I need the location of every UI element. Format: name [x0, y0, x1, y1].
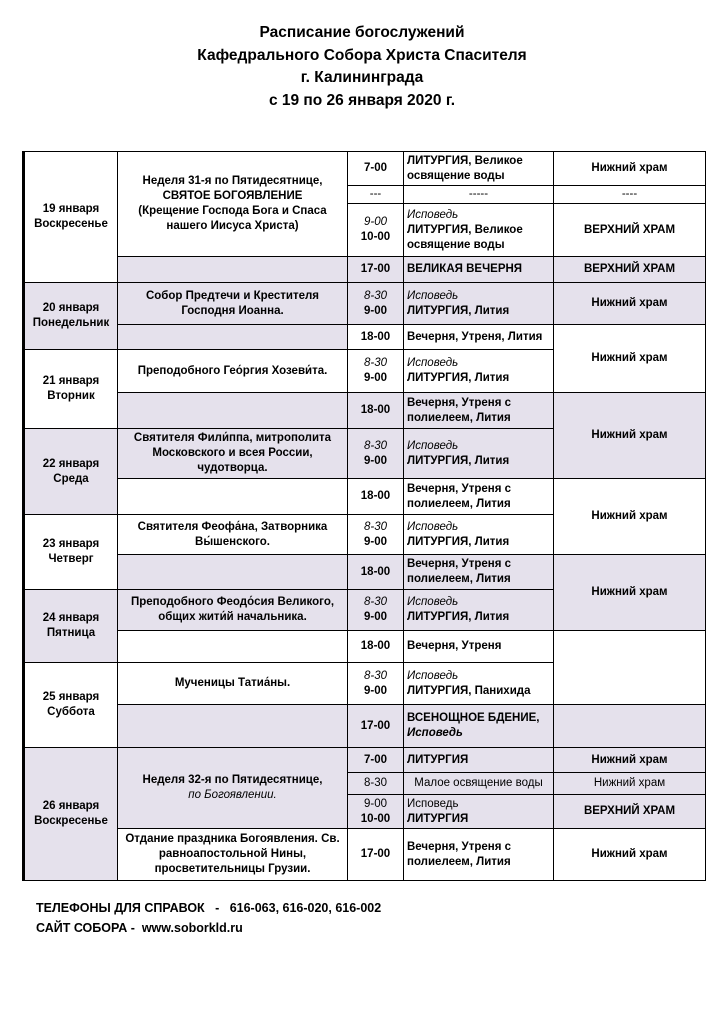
service-cell: ВСЕНОЩНОЕ БДЕНИЕ, Исповедь	[404, 705, 554, 748]
feast-cell	[118, 393, 348, 429]
day-cell: 23 января Четверг	[24, 515, 118, 590]
time-cell: 8-30 9-00	[348, 663, 404, 705]
temple-cell	[554, 631, 706, 705]
temple-cell: Нижний храм	[554, 152, 706, 186]
time-cell: 9-00 10-00	[348, 795, 404, 829]
service-cell: Вечерня, Утреня	[404, 631, 554, 663]
service-cell: Исповедь ЛИТУРГИЯ, Лития	[404, 429, 554, 479]
day-cell: 20 января Понедельник	[24, 283, 118, 350]
service-cell: ЛИТУРГИЯ, Великое освящение воды	[404, 152, 554, 186]
table-row	[24, 829, 706, 881]
feast-cell	[118, 555, 348, 590]
temple-cell	[554, 705, 706, 748]
time-cell: 8-30 9-00	[348, 283, 404, 325]
time-cell: 17-00	[348, 705, 404, 748]
service-cell: Исповедь ЛИТУРГИЯ, Лития	[404, 350, 554, 393]
table-row	[24, 748, 706, 773]
table-row	[24, 555, 706, 590]
time-cell: 18-00	[348, 393, 404, 429]
table-row	[24, 325, 706, 350]
feast-cell: Неделя 31-я по Пятидесятнице, СВЯТОЕ БОГОЯВЛЕНИЕ (Крещение Господа Бога и Спаса нашего Иисуса Христа)	[118, 152, 348, 257]
time-cell: 8-30	[348, 773, 404, 795]
time-cell: 7-00	[348, 748, 404, 773]
feast-cell: Преподобного Гео́ргия Хозеви́та.	[118, 350, 348, 393]
feast-cell	[118, 257, 348, 283]
time-cell: ---	[348, 186, 404, 204]
temple-cell: ----	[554, 186, 706, 204]
service-cell: Вечерня, Утреня с полиелеем, Лития	[404, 555, 554, 590]
time-cell: 18-00	[348, 325, 404, 350]
title-line-4: с 19 по 26 января 2020 г.	[268, 91, 456, 109]
day-cell: 21 января Вторник	[24, 350, 118, 429]
day-cell: 22 января Среда	[24, 429, 118, 515]
temple-cell: Нижний храм	[554, 555, 706, 631]
service-cell: Исповедь ЛИТУРГИЯ, Лития	[404, 283, 554, 325]
time-cell: 18-00	[348, 631, 404, 663]
feast-cell	[118, 325, 348, 350]
time-cell: 7-00	[348, 152, 404, 186]
footer	[36, 898, 381, 938]
service-cell: -----	[404, 186, 554, 204]
time-cell: 8-30 9-00	[348, 429, 404, 479]
feast-cell: Преподобного Феодо́сия Великого, общих жити́й начальника.	[118, 590, 348, 631]
service-cell: Исповедь ЛИТУРГИЯ, Лития	[404, 515, 554, 555]
feast-cell: Святителя Фили́ппа, митрополита Московского и всея России, чудотворца.	[118, 429, 348, 479]
title-line-1: Расписание богослужений	[259, 24, 465, 41]
phones-label: ТЕЛЕФОНЫ ДЛЯ СПРАВОК - 616-063, 616-020, 616-002	[36, 901, 382, 915]
time-cell: 17-00	[348, 257, 404, 283]
feast-cell: Святителя Феофа́на, Затворника Вы́шенского.	[118, 515, 348, 555]
feast-cell: Отдание праздника Богоявления. Св. равноапостольной Нины, просветительницы Грузии.	[118, 829, 348, 881]
service-cell: Вечерня, Утреня с полиелеем, Лития	[404, 393, 554, 429]
time-cell: 9-00 10-00	[348, 204, 404, 257]
feast-cell	[118, 631, 348, 663]
temple-cell: Нижний храм	[554, 773, 706, 795]
service-cell: Исповедь ЛИТУРГИЯ	[404, 795, 554, 829]
time-cell: 8-30 9-00	[348, 350, 404, 393]
service-cell: Исповедь ЛИТУРГИЯ, Лития	[404, 590, 554, 631]
service-cell: Вечерня, Утреня с полиелеем, Лития	[404, 479, 554, 515]
feast-cell: Мученицы Татиа́ны.	[118, 663, 348, 705]
time-cell: 18-00	[348, 555, 404, 590]
page-title	[0, 22, 724, 112]
temple-cell: Нижний храм	[554, 748, 706, 773]
time-cell: 8-30 9-00	[348, 590, 404, 631]
title-line-2: Кафедрального Собора Христа Спасителя	[197, 46, 527, 64]
service-cell: ВЕЛИКАЯ ВЕЧЕРНЯ	[404, 257, 554, 283]
day-cell: 26 января Воскресенье	[24, 748, 118, 881]
table-row	[24, 257, 706, 283]
temple-cell: Нижний храм	[554, 283, 706, 325]
feast-cell	[118, 479, 348, 515]
table-row	[24, 479, 706, 515]
day-cell: 25 января Суббота	[24, 663, 118, 748]
day-cell: 24 января Пятница	[24, 590, 118, 663]
feast-cell	[118, 705, 348, 748]
service-cell: Исповедь ЛИТУРГИЯ, Панихида	[404, 663, 554, 705]
table-row	[24, 631, 706, 663]
table-row	[24, 705, 706, 748]
temple-cell: ВЕРХНИЙ ХРАМ	[554, 795, 706, 829]
service-cell: Вечерня, Утреня, Лития	[404, 325, 554, 350]
title-line-3: г. Калининграда	[300, 69, 424, 86]
service-cell: ЛИТУРГИЯ	[404, 748, 554, 773]
website-link[interactable]: САЙТ СОБОРА - www.soborkld.ru	[36, 921, 243, 935]
table-row	[24, 393, 706, 429]
feast-cell: Собор Предтечи и Крестителя Господня Иоанна.	[118, 283, 348, 325]
day-cell: 19 января Воскресенье	[24, 152, 118, 283]
table-row	[24, 152, 706, 186]
time-cell: 17-00	[348, 829, 404, 881]
time-cell: 8-30 9-00	[348, 515, 404, 555]
service-cell: Исповедь ЛИТУРГИЯ, Великое освящение воды	[404, 204, 554, 257]
time-cell: 18-00	[348, 479, 404, 515]
temple-cell: Нижний храм	[554, 393, 706, 479]
schedule-table	[22, 151, 706, 881]
temple-cell: Нижний храм	[554, 829, 706, 881]
temple-cell: Нижний храм	[554, 325, 706, 393]
temple-cell: ВЕРХНИЙ ХРАМ	[554, 257, 706, 283]
service-cell: Малое освящение воды	[404, 773, 554, 795]
temple-cell: ВЕРХНИЙ ХРАМ	[554, 204, 706, 257]
feast-cell: Неделя 32-я по Пятидесятнице, по Богоявлении.	[118, 748, 348, 829]
temple-cell: Нижний храм	[554, 479, 706, 555]
service-cell: Вечерня, Утреня с полиелеем, Лития	[404, 829, 554, 881]
table-row	[24, 283, 706, 325]
